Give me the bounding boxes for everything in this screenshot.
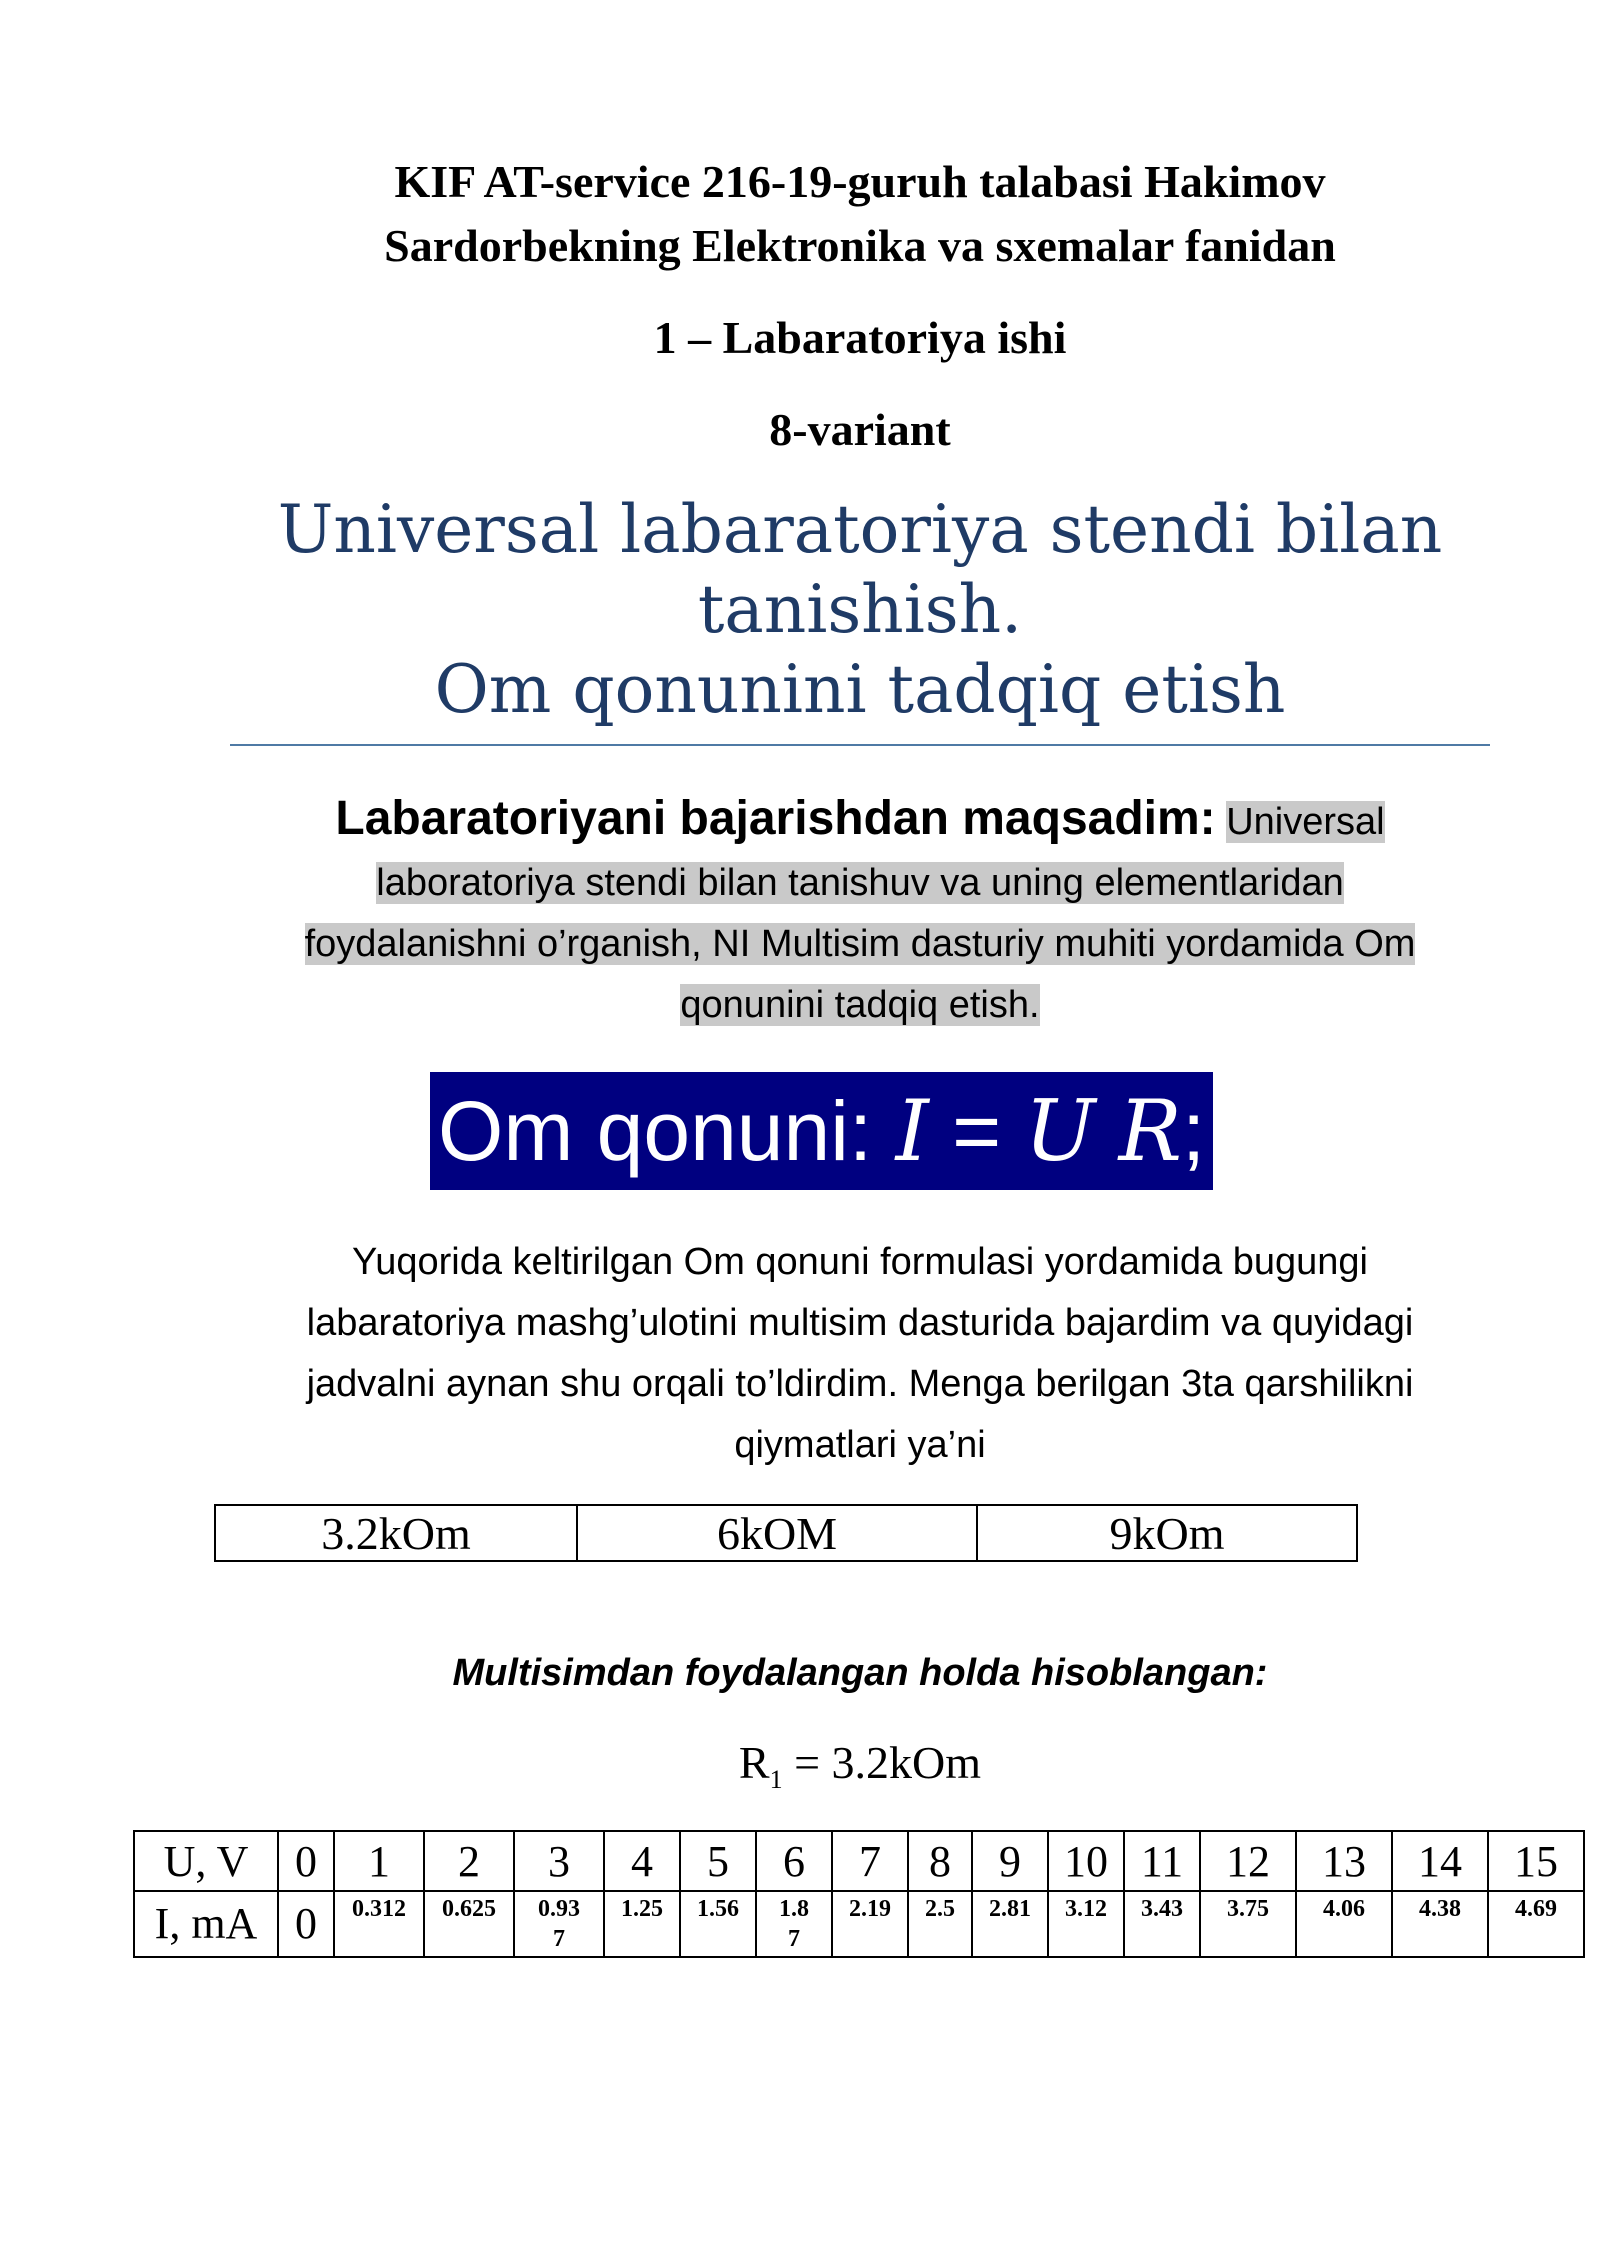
table-cell: 12: [1200, 1831, 1296, 1891]
table-cell: 5: [680, 1831, 756, 1891]
current-row: [134, 1891, 1584, 1957]
table-cell: 4.06: [1296, 1891, 1392, 1957]
table-cell: 0: [278, 1891, 334, 1957]
table-cell: 13: [1296, 1831, 1392, 1891]
table-cell: 11: [1124, 1831, 1200, 1891]
voltage-row: [134, 1831, 1584, 1891]
variant-number: 8-variant: [769, 404, 951, 455]
measurement-table: [133, 1830, 1585, 1958]
aim-label: Labaratoriyani bajarishdan maqsadim:: [335, 792, 1216, 845]
table-cell: 0.625: [424, 1891, 514, 1957]
aim-text-3: foydalanishni o’rganish, NI Multisim dasturiy muhiti yordamida Om: [304, 923, 1416, 965]
ohm-law-formula: [430, 1072, 1213, 1190]
paragraph-line-1: Yuqorida keltirilgan Om qonuni formulasi yordamida bugungi: [351, 1241, 1369, 1283]
table-cell: 3.75: [1200, 1891, 1296, 1957]
table-cell: 4: [604, 1831, 680, 1891]
paragraph-line-3: jadvalni aynan shu orqali to’ldirdim. Menga berilgan 3ta qarshilikni: [306, 1363, 1414, 1405]
formula-voltage: U: [1024, 1082, 1096, 1180]
table-cell: 3.12: [1048, 1891, 1124, 1957]
paragraph-line-4: qiymatlari ya’ni: [734, 1424, 986, 1466]
table-cell: 7: [832, 1831, 908, 1891]
table-cell: 8: [908, 1831, 972, 1891]
title-line-2: tanishish.: [697, 571, 1023, 648]
header-title: [200, 150, 1520, 278]
resistor-row: [215, 1505, 1357, 1561]
formula-label: Om qonuni:: [438, 1084, 873, 1178]
table-cell: 14: [1392, 1831, 1488, 1891]
table-cell: 1.56: [680, 1891, 756, 1957]
table-cell: 4.38: [1392, 1891, 1488, 1957]
title-divider: [230, 744, 1490, 746]
aim-line-4: [260, 975, 1460, 1036]
r1-value: = 3.2kOm: [782, 1737, 982, 1788]
aim-text-1: Universal: [1226, 801, 1385, 843]
header-line-1: KIF AT-service 216-19-guruh talabasi Hakimov: [394, 156, 1326, 207]
aim-line-3: [260, 914, 1460, 975]
title-line-1: Universal labaratoriya stendi bilan: [277, 491, 1443, 568]
lab-number: 1 – Labaratoriya ishi: [653, 312, 1067, 363]
table-cell: 2.19: [832, 1891, 908, 1957]
resistor-value-1: 3.2kOm: [215, 1505, 577, 1561]
r1-symbol: R: [738, 1737, 770, 1788]
table-cell: 0: [278, 1831, 334, 1891]
r1-subscript: 1: [769, 1765, 783, 1795]
paragraph-line-2: labaratoriya mashg’ulotini multisim dasturida bajardim va quyidagi: [306, 1302, 1414, 1344]
current-header: I, mA: [134, 1891, 278, 1957]
formula-current: I: [895, 1082, 929, 1180]
aim-text-4: qonunini tadqiq etish.: [680, 984, 1040, 1026]
formula-resistance: R: [1118, 1082, 1182, 1180]
table-cell: 9: [972, 1831, 1048, 1891]
formula-semicolon: ;: [1181, 1084, 1206, 1178]
aim-section: [260, 788, 1460, 1036]
table-cell: 0.93 7: [514, 1891, 604, 1957]
r1-label: [260, 1736, 1460, 1795]
resistor-value-3: 9kOm: [977, 1505, 1357, 1561]
aim-line-1: [260, 788, 1460, 853]
aim-line-2: [260, 853, 1460, 914]
table-cell: 3.43: [1124, 1891, 1200, 1957]
table-cell: 10: [1048, 1831, 1124, 1891]
table-cell: 3: [514, 1831, 604, 1891]
resistor-table: [214, 1504, 1358, 1562]
table-cell: 1.8 7: [756, 1891, 832, 1957]
table-cell: 15: [1488, 1831, 1584, 1891]
table-cell: 2.5: [908, 1891, 972, 1957]
table-cell: 0.312: [334, 1891, 424, 1957]
title-line-3: Om qonunini tadqiq etish: [434, 651, 1286, 728]
document-title: [230, 490, 1490, 730]
table-cell: 6: [756, 1831, 832, 1891]
table-subtitle: Multisimdan foydalangan holda hisoblangan:: [452, 1652, 1268, 1694]
aim-text-2: laboratoriya stendi bilan tanishuv va uning elementlaridan: [376, 862, 1344, 904]
table-cell: 2.81: [972, 1891, 1048, 1957]
resistor-value-2: 6kOM: [577, 1505, 977, 1561]
voltage-header: U, V: [134, 1831, 278, 1891]
table-cell: 1: [334, 1831, 424, 1891]
formula-equals: =: [952, 1084, 1002, 1178]
table-cell: 1.25: [604, 1891, 680, 1957]
header-line-2: Sardorbekning Elektronika va sxemalar fanidan: [384, 220, 1336, 271]
table-cell: 2: [424, 1831, 514, 1891]
table-cell: 4.69: [1488, 1891, 1584, 1957]
body-paragraph: [270, 1232, 1450, 1476]
